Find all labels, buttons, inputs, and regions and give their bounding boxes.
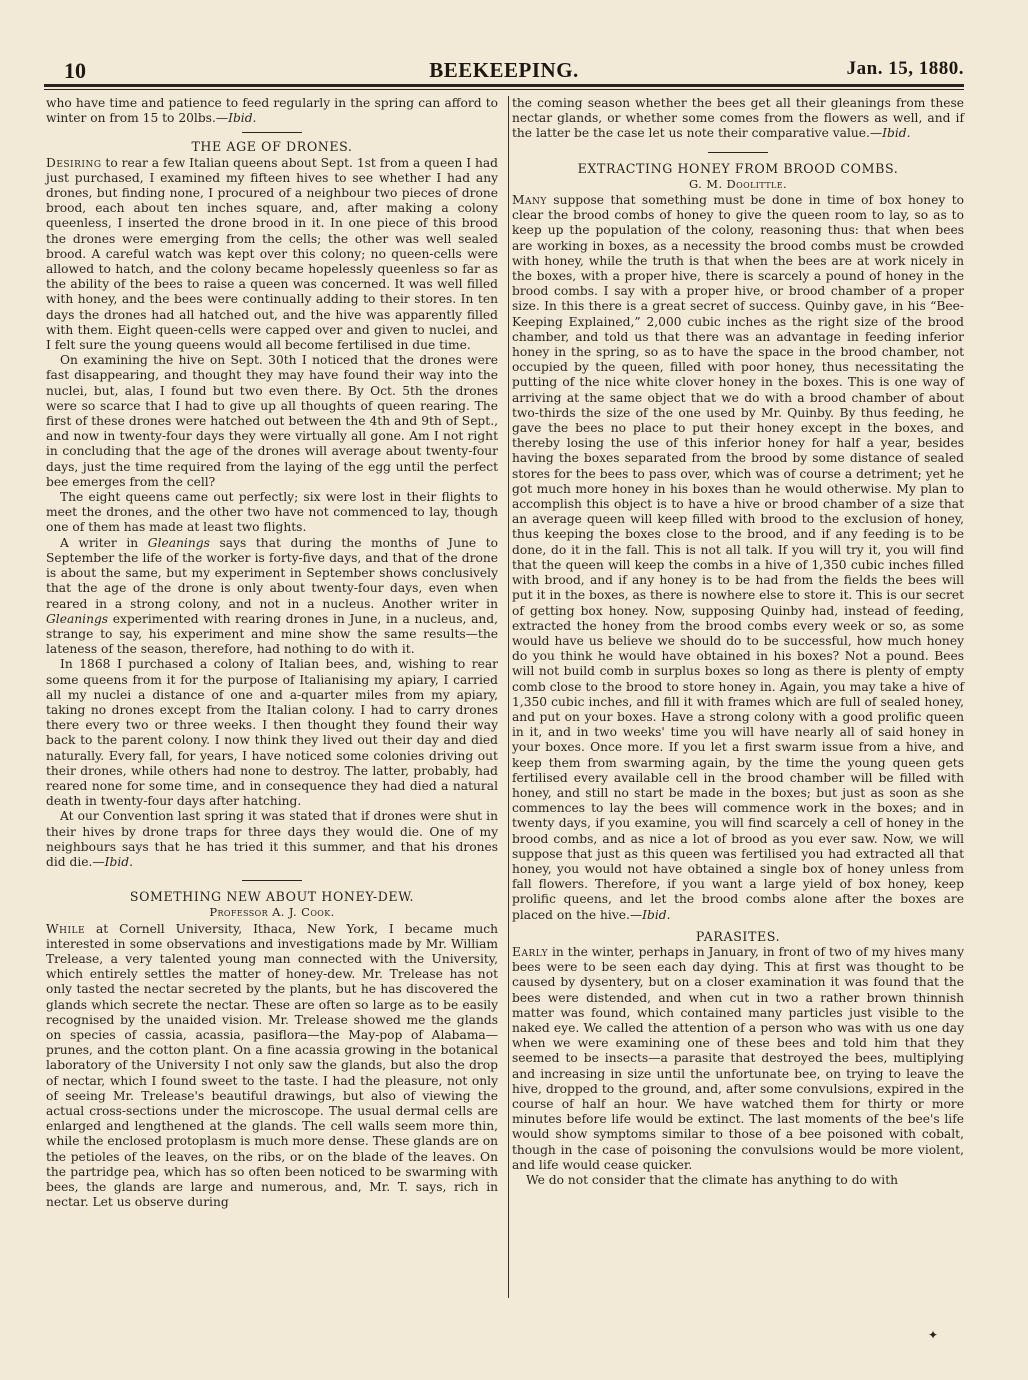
header-rule-thin	[44, 89, 964, 90]
paragraph-text: to rear a few Italian queens about Sept. 1st from a queen I had just purchased, I examined my fifteen hives to see whether I had any drones, but finding none, I procured of a neighbour two pieces of drone brood, each about ten inches square, and, after making a colony queenless, I inserted the drone brood in it. In one piece of this brood the drones were emerging from the cells; the other was well sealed brood. A careful watch was kept over this colony; no queen-cells were allowed to hatch, and the colony became hopelessly queenless so far as the ability of the bees to raise a queen was concerned. It was well filled with honey, and the bees were continually adding to their stores. In ten days the drones had all hatched out, and the hive was apparently filled with them. Eight queen-cells were capped over and given to nuclei, and I felt sure the young queens would all become fertilised in due time.	[46, 155, 498, 353]
lead-word: Early	[512, 944, 549, 959]
issue-date: Jan. 15, 1880.	[846, 58, 964, 79]
article-paragraph: In 1868 I purchased a colony of Italian bees, and, wishing to rear some queens from it for the purpose of Italianising my apiary, I carried all my nuclei a distance of one and a-quarter miles from my apiary, taking no drones except from the Italian colony. I had to carry drones there every two or three weeks. I then thought they found their way back to the parent colony. I now think they lived out their day and died naturally. Every fall, for years, I have noticed some colonies driving out their drones, while others had none to destroy. The latter, probably, had reared none for some time, and in consequence they had died a natural death in twenty-four days after hatching.	[46, 657, 498, 809]
publication-title: BEEKEEPING.	[429, 58, 579, 82]
article-paragraph	[46, 809, 498, 870]
section-separator	[708, 152, 768, 153]
section-separator	[242, 880, 302, 881]
lead-word: Desiring	[46, 155, 102, 170]
article-source: Ibid.	[642, 907, 671, 922]
paragraph-text: the coming season whether the bees get all their gleanings from these nectar glands, or whether some comes from the flowers as well, and if the latter be the case let us note their comparative value.—	[512, 96, 964, 141]
intro-source: Ibid.	[228, 111, 257, 126]
lead-word: Many	[512, 193, 547, 208]
article-paragraph	[512, 193, 964, 923]
article-paragraph	[46, 536, 498, 658]
article-heading-honey-dew: SOMETHING NEW ABOUT HONEY-DEW.	[129, 889, 415, 905]
article-paragraph	[512, 945, 964, 1173]
article-heading-age-of-drones: THE AGE OF DRONES.	[191, 139, 353, 155]
article-paragraph	[46, 922, 498, 1211]
printer-mark-icon: ✦	[928, 1328, 939, 1342]
article-heading-parasites: PARASITES.	[695, 928, 781, 944]
paragraph-text: experimented with rearing drones in June, in a nucleus, and, strange to say, his experiment and mine show the same results—the lateness of the season, therefore, had nothing to do with it.	[46, 611, 498, 657]
paragraph-text: suppose that something must be done in time of box honey to clear the brood combs of honey to give the queen room to lay, so as to keep up the population of the colony, reasoning thus: that when bees are working in boxes, as a necessity the brood combs must be crowded with honey, while the truth is that when the bees are at work nicely in the boxes, with a proper hive, there is scarcely a pound of honey in the brood combs. I say with a proper hive, or brood chamber of a proper size. In this there is a great secret of success. Quinby gave, in his “Bee-Keeping Explained,” 2,000 cubic inches as the right size of the brood chamber, and told us that there was an advantage in feeding inferior honey in the spring, so as to have the space in the brood chamber, not occupied by the queen, filled with poor honey, thus necessitating the putting of the nice white clover honey in the boxes. This is one way of arriving at the same object that we do with a brood chamber of about two-thirds the size of the one used by Mr. Quinby. By thus feeding, he gave the bees no place to put their honey except in the boxes, and thereby losing the use of this inferior honey for half a year, besides having the boxes separated from the brood by some distance of sealed stores for the bees to pass over, which was of course a detriment; yet he got much more honey in his boxes than he would otherwise. My plan to accomplish this object is to have a hive or brood chamber of a size that an average queen will keep filled with brood to the exclusion of honey, thus keeping the boxes close to the brood, and if any feeding is to be done, do it in the fall. This is not all talk. If you will try it, you will find that the queen will keep the combs in a hive of 1,350 cubic inches filled with brood, and if any honey is to be had from the fields the bees will put it in the boxes, as there is nowhere else to store it. This is our secret of getting box honey. Now, supposing Quinby had, instead of feeding, extracted the honey from the brood combs every week or so, as some would have us believe we should do to be successful, how much honey do you think he would have obtained in his boxes? Not a pound. Bees will not build comb in surplus boxes so long as there is plenty of empty comb close to the brood to store honey in. Again, you may take a hive of 1,350 cubic inches, and fill it with frames which are full of sealed honey, and put on your boxes. Have a strong colony with a good prolific queen in it, and in two weeks' time you will have nearly all of said honey in your boxes. Once more. If you let a first swarm issue from a hive, and keep them from swarming again, by the time the young queen gets fertilised every available cell in the brood chamber will be filled with honey, and still no start be made in the boxes; but just as soon as she commences to lay the bees will commence work in the boxes; and in twenty days, if you examine, you will find scarcely a cell of honey in the brood combs, and as nice a lot of brood as you ever saw. Now, we will suppose that just as this queen was fertilised you had extracted all that honey, you would not have obtained a single box of honey unless from fall flowers. Therefore, if you want a large yield of box honey, keep prolific queens, and let the brood combs alone after the boxes are placed on the hive.—	[512, 193, 964, 922]
lead-word: While	[46, 921, 86, 936]
article-paragraph: We do not consider that the climate has anything to do with	[526, 1173, 899, 1188]
paragraph-text: in the winter, perhaps in January, in front of two of my hives many bees were to be seen each day dying. This at first was thought to be caused by dysentery, but on a closer examination it was found that the bees were distended, and when cut in two a rather brown thinnish matter was found, which contained many particles just visible to the naked eye. We called the attention of a person who was with us one day when we were examining one of these bees and told him that they seemed to be insects—a parasite that destroyed the bees, multiplying and increasing in size until the unfortunate bee, on trying to leave the hive, dropped to the ground, and, after some convulsions, expired in the course of half an hour. We have watched them for thirty or more minutes before life would be extinct. The last moments of the bee's life would show symptoms similar to those of a bee poisoned with cobalt, though in the case of poisoning the convulsions would be more violent, and life would cease quicker.	[512, 944, 964, 1172]
column-divider	[508, 96, 509, 1298]
header-rule-thick	[44, 84, 964, 87]
intro-text: who have time and patience to feed regularly in the spring can afford to winter on from 15 to 20lbs.—	[46, 96, 498, 126]
paragraph-text: A writer in	[60, 535, 148, 550]
right-column	[512, 96, 964, 1188]
article-heading-extracting: EXTRACTING HONEY FROM BROOD COMBS.	[577, 160, 899, 176]
article-paragraph: The eight queens came out perfectly; six were lost in their flights to meet the drones, and the other two have not commenced to lay, though one of them has made at least two flights.	[46, 490, 498, 535]
article-source: Ibid.	[104, 854, 133, 869]
article-source: Ibid.	[882, 126, 911, 141]
paragraph-text: at Cornell University, Ithaca, New York, I became much interested in some observations and investigations made by Mr. William Trelease, a very talented young man connected with the University, which entirely settles the matter of honey-dew. Mr. Trelease has not only tasted the nectar secreted by the plants, but he has discovered the glands which secrete the nectar. These are often so large as to be easily recognised by the unaided vision. Mr. Trelease showed me the glands on species of cassia, acassia, pasiflora—the May-pop of Alabama—prunes, and the cotton plant. On a fine acassia growing in the botanical laboratory of the University I not only saw the glands, but also the drop of nectar, which I found sweet to the taste. I had the pleasure, not only of seeing Mr. Trelease's beautiful drawings, but also of viewing the actual cross-sections under the microscope. The usual dermal cells are enlarged and lengthened at the glands. The cell walls seem more thin, while the enclosed protoplasm is much more dense. These glands are on the petioles of the leaves, on the ribs, or on the blade of the leaves. On the partridge pea, which has so often been noticed to be swarming with bees, the glands are large and numerous, and, Mr. T. says, rich in nectar. Let us observe during	[46, 921, 498, 1210]
left-column	[46, 96, 498, 1210]
publication-name: Gleanings	[147, 535, 210, 550]
article-paragraph	[46, 156, 498, 354]
article-paragraph: On examining the hive on Sept. 30th I noticed that the drones were fast disappearing, and thought they may have found their way into the nuclei, but, alas, I found but two even there. By Oct. 5th the drones were so scarce that I had to give up all thoughts of queen rearing. The first of these drones were hatched out between the 4th and 9th of Sept., and now in twenty-four days they were virtually all gone. Am I not right in concluding that the age of the drones will average about twenty-four days, just the time required from the laying of the egg until the perfect bee emerges from the cell?	[46, 353, 498, 489]
intro-paragraph	[46, 96, 498, 126]
page-number: 10	[64, 58, 86, 83]
page-header	[44, 58, 964, 84]
paragraph-text: says that during the months of June to September the life of the worker is forty-five days, and that of the drone is about the same, but my experiment in September shows conclusively that the age of the drone is only about twenty-four days, even when reared in a strong colony, and not in a nucleus. Another writer in	[46, 535, 499, 611]
continuation-paragraph	[512, 96, 964, 142]
paragraph-text: At our Convention last spring it was stated that if drones were shut in their hives by drone traps for three days they would die. One of my neighbours says that he has tried it this summer, and that his drones did die.—	[46, 809, 498, 869]
publication-name: Gleanings	[46, 611, 109, 626]
article-byline: Professor A. J. Cook.	[209, 905, 335, 920]
section-separator	[242, 132, 302, 133]
article-byline: G. M. Doolittle.	[688, 176, 787, 191]
